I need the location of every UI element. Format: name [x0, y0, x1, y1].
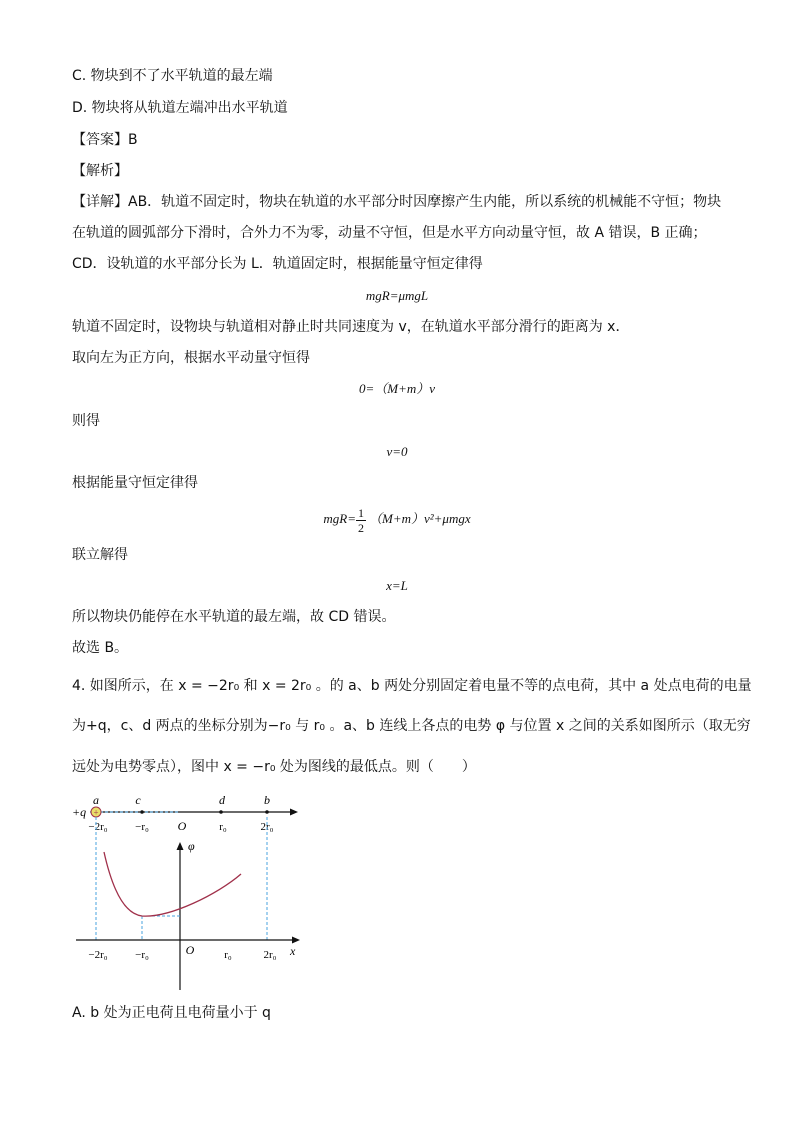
phi-axis-arrow-icon — [177, 842, 184, 850]
top-tick-r0: r₀ — [219, 821, 227, 833]
detail-line-5: 取向左为正方向，根据水平动量守恒得 — [72, 350, 310, 366]
option-c: C. 物块到不了水平轨道的最左端 — [72, 68, 273, 84]
top-tick-neg-2r0: −2r₀ — [88, 821, 108, 833]
detail-line-4: 轨道不固定时，设物块与轨道相对静止时共同速度为 v，在轨道水平部分滑行的距离为 x． — [72, 319, 630, 335]
question-4-line-2: 为+q，c、d 两点的坐标分别为−r₀ 与 r₀ 。a、b 连线上各点的电势 φ 与位置 x 之间的关系如图所示（取无穷 — [72, 718, 751, 734]
detail-line-6: 则得 — [72, 413, 100, 429]
detail-line-10: 故选 B。 — [72, 640, 129, 656]
fraction-denominator: 2 — [357, 520, 364, 535]
charge-a-plus-icon: + — [93, 807, 99, 818]
phi-axis-label: φ — [188, 839, 195, 853]
equation-1: mgR=μmgL — [365, 288, 429, 303]
top-origin-label: O — [177, 819, 187, 833]
charge-label: +q — [72, 805, 87, 819]
answer-line: 【答案】B — [72, 132, 138, 148]
potential-figure — [68, 790, 308, 995]
bottom-tick-2r0: 2r₀ — [263, 949, 277, 961]
equation-4-left: mgR= — [323, 511, 356, 526]
equation-2: 0=（M+m）v — [358, 381, 436, 396]
x-axis-arrow-icon — [292, 937, 300, 944]
point-c-label: c — [135, 793, 141, 807]
detail-line-3: CD．设轨道的水平部分长为 L．轨道固定时，根据能量守恒定律得 — [72, 256, 483, 272]
point-a-label: a — [93, 793, 99, 807]
fraction-numerator: 1 — [357, 505, 364, 520]
detail-line-1: 【详解】AB．轨道不固定时，物块在轨道的水平部分时因摩擦产生内能，所以系统的机械能不守恒；物块 — [72, 194, 722, 210]
point-d-dot — [219, 810, 223, 814]
point-b-label: b — [264, 793, 270, 807]
top-axis-arrow-icon — [290, 809, 298, 816]
point-b-dot — [265, 810, 269, 814]
detail-line-8: 联立解得 — [72, 547, 128, 563]
bottom-tick-neg-r0: −r₀ — [135, 949, 149, 961]
bottom-tick-r0: r₀ — [224, 949, 232, 961]
bottom-tick-neg-2r0: −2r₀ — [88, 949, 108, 961]
equation-3: v=0 — [386, 444, 408, 459]
potential-curve — [104, 852, 241, 916]
equation-4 — [0, 504, 794, 535]
x-axis-label: x — [290, 944, 296, 958]
equation-4-right: （M+m）v²+μmgx — [368, 511, 471, 526]
question-4-option-a: A. b 处为正电荷且电荷量小于 q — [72, 1005, 271, 1021]
detail-line-7: 根据能量守恒定律得 — [72, 475, 198, 491]
point-d-label: d — [219, 793, 225, 807]
option-d: D. 物块将从轨道左端冲出水平轨道 — [72, 100, 288, 116]
equation-5: x=L — [386, 578, 408, 593]
fraction-one-half — [356, 506, 366, 535]
detail-line-2: 在轨道的圆弧部分下滑时，合外力不为零，动量不守恒，但是水平方向动量守恒，故 A 错误，B 正确； — [72, 225, 707, 241]
bottom-origin-label: O — [185, 943, 195, 957]
analysis-heading: 【解析】 — [72, 163, 128, 179]
detail-line-9: 所以物块仍能停在水平轨道的最左端，故 CD 错误。 — [72, 609, 396, 625]
point-c-dot — [140, 810, 144, 814]
question-4-line-3: 远处为电势零点），图中 x = −r₀ 处为图线的最低点。则（ ） — [72, 759, 476, 775]
top-tick-2r0: 2r₀ — [260, 821, 274, 833]
question-4-line-1: 4. 如图所示，在 x = −2r₀ 和 x = 2r₀ 。的 a、b 两处分别固定着电量不等的点电荷，其中 a 处点电荷的电量 — [72, 678, 752, 694]
top-tick-neg-r0: −r₀ — [135, 821, 149, 833]
